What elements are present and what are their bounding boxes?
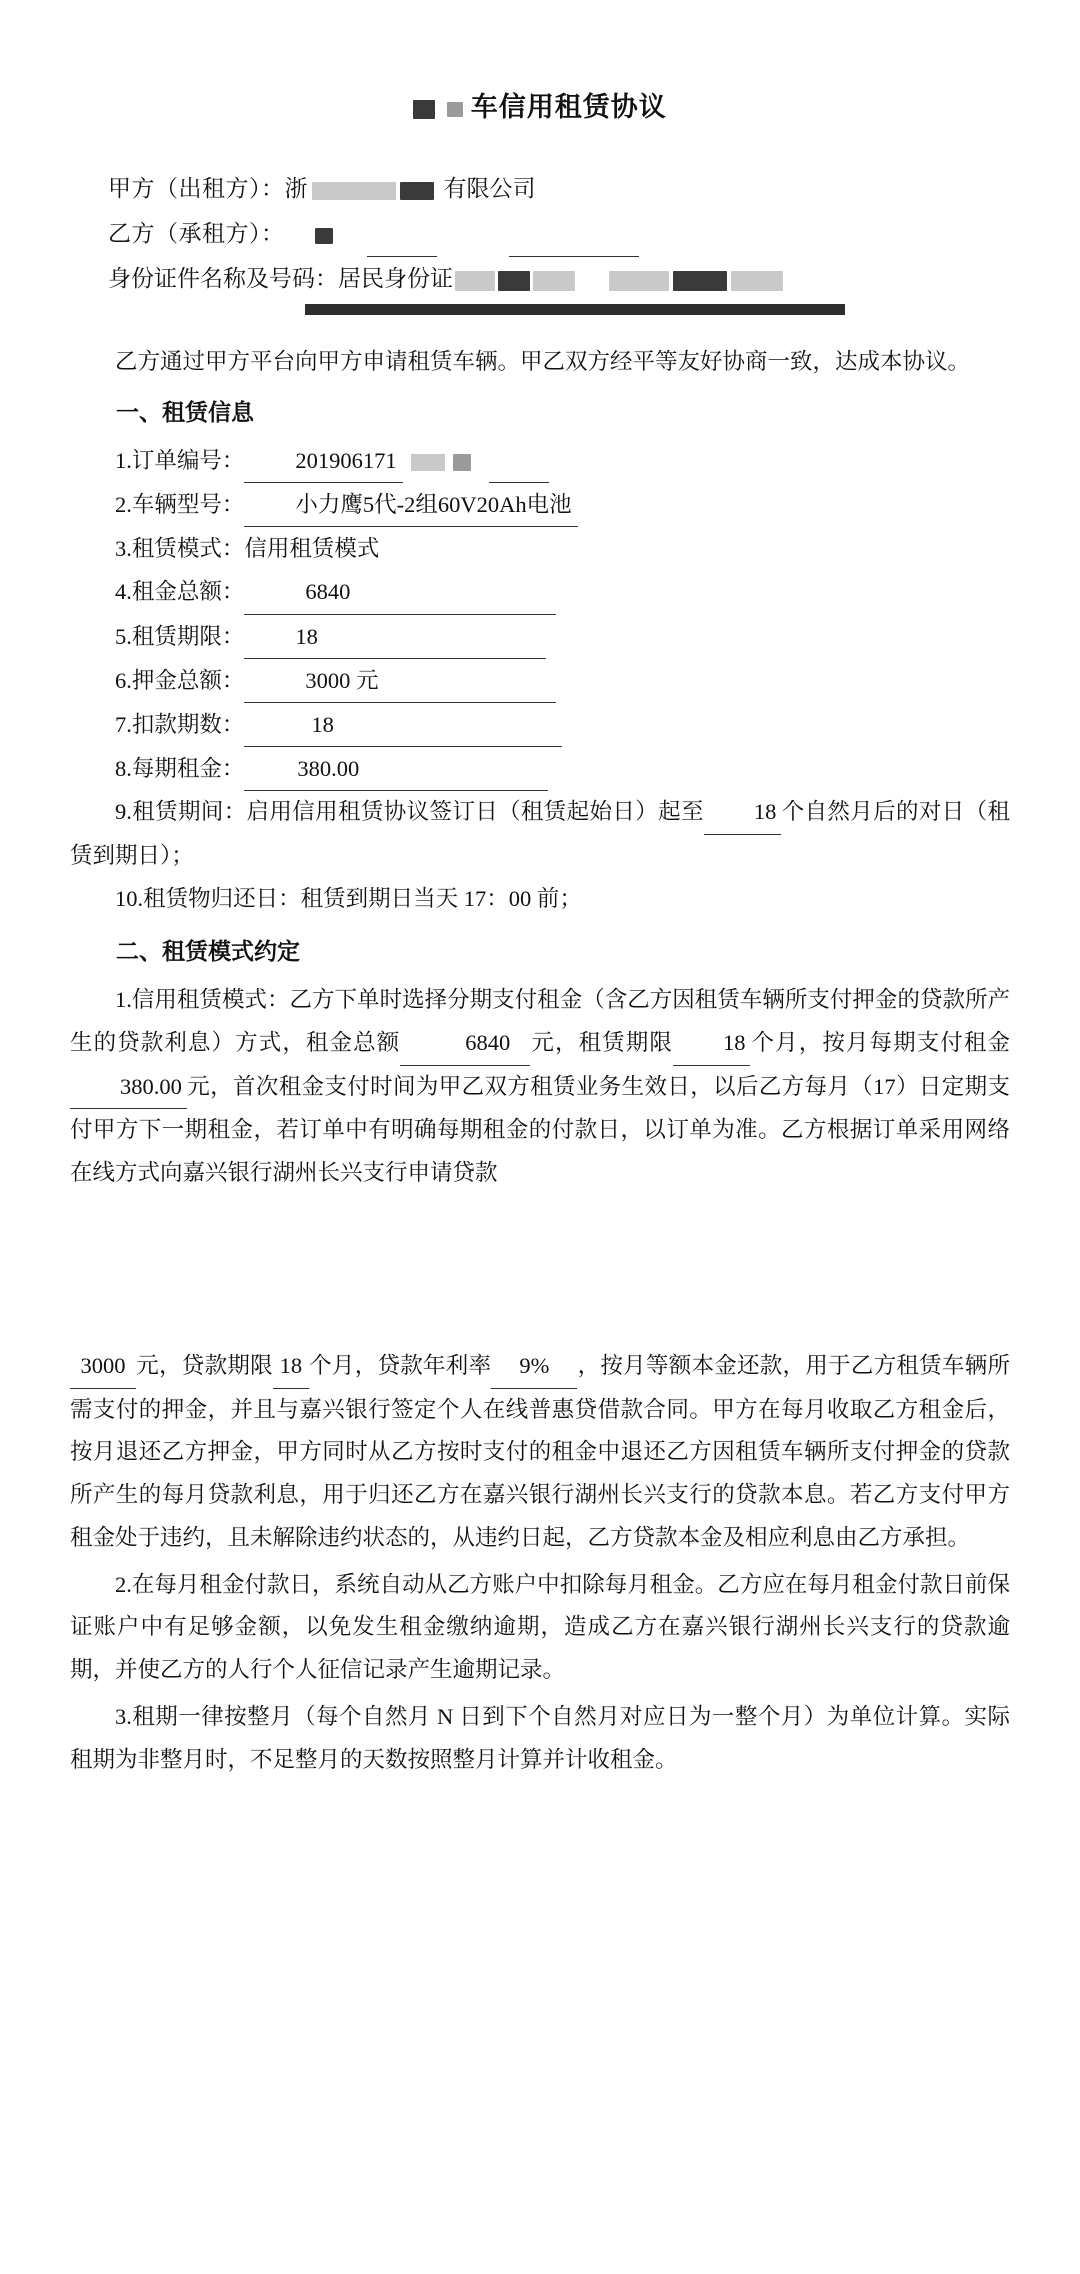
id-row — [108, 257, 1010, 302]
page-gap — [70, 1195, 1010, 1345]
clause-1-loan-term: 18 — [273, 1345, 309, 1389]
clause-1-total-rent: 6840 — [400, 1022, 530, 1066]
item-1-label: 订单编号： — [131, 447, 245, 473]
redaction-block-party-b-1 — [315, 228, 333, 244]
clause-3-text: 租期一律按整月（每个自然月 N 日到下个自然月对应日为一整个月）为单位计算。实际租期为非整月时，不足整月的天数按照整月计算并计收租金。 — [70, 1703, 1010, 1772]
item-9-text-after: 个自然月后的对日（租赁到期日）； — [70, 799, 1010, 869]
item-5-label: 租赁期限： — [131, 623, 245, 649]
list-item-vehicle-model — [70, 483, 1010, 527]
item-8-value: 380.00 — [244, 747, 548, 791]
redaction-block-id-4 — [609, 271, 669, 291]
item-10-no: 10. — [115, 885, 144, 911]
party-a-label: 甲方（出租方）： — [108, 176, 285, 202]
item-7-label: 扣款期数： — [131, 711, 245, 737]
item-8-label: 每期租金： — [131, 756, 245, 782]
list-item-deposit-total — [70, 659, 1010, 703]
clause-1-part1: 信用租赁模式：乙方下单时选择分期支付租金（含乙方因租赁车辆所支付押金的贷款所产生的贷款利息）方式，租金总额 — [70, 987, 1010, 1055]
clause-2 — [70, 1564, 1010, 1692]
redaction-block-id-5 — [673, 271, 727, 291]
list-item-order-no — [70, 439, 1010, 483]
item-9-text-before: 租赁期间：启用信用租赁协议签订日（租赁起始日）起至 — [131, 799, 704, 825]
item-4-no: 4. — [115, 579, 132, 605]
clause-credit-lease-part-a — [70, 979, 1010, 1195]
redaction-block-id-2 — [498, 271, 530, 291]
list-item-total-rent — [70, 570, 1010, 614]
redaction-block-title-1 — [413, 100, 435, 119]
party-b-blank-1 — [367, 234, 437, 257]
item-10-text: 租赁物归还日：租赁到期日当天 17：00 前； — [143, 885, 582, 911]
item-5-value: 18 — [244, 615, 546, 659]
list-item-lease-period — [70, 791, 1010, 878]
item-6-value: 3000 元 — [244, 659, 556, 703]
item-6-no: 6. — [115, 667, 132, 693]
clause-1-loan-amount: 3000 — [70, 1345, 136, 1389]
clause-1-part2: 元，租赁期限 — [530, 1029, 673, 1055]
redaction-block-title-2 — [447, 102, 463, 117]
redaction-block-id-1 — [455, 271, 495, 291]
item-3-label: 租赁模式： — [131, 536, 245, 562]
item-8-no: 8. — [115, 756, 132, 782]
clause-1-part4: 元，首次租金支付时间为甲乙双方租赁业务生效日，以后乙方每月（17 — [186, 1073, 896, 1099]
redaction-block-party-a-2 — [400, 182, 434, 200]
item-1-blank — [489, 460, 549, 483]
item-2-no: 2. — [115, 491, 132, 517]
redaction-block-id-6 — [731, 271, 783, 291]
title-text: 车信用租赁协议 — [470, 92, 667, 122]
redaction-block-id-3 — [533, 271, 575, 291]
item-9-no: 9. — [115, 799, 132, 825]
list-item-return-date — [70, 878, 1010, 921]
clause-1-per-period: 380.00 — [70, 1066, 187, 1110]
clause-1-part7: 个月，贷款年利率 — [308, 1352, 492, 1378]
clause-3 — [70, 1696, 1010, 1782]
item-4-value: 6840 — [244, 570, 556, 614]
item-6-label: 押金总额： — [131, 667, 245, 693]
clause-1-term-months: 18 — [673, 1022, 751, 1066]
intro-paragraph: 乙方通过甲方平台向甲方申请租赁车辆。甲乙双方经平等友好协商一致，达成本协议。 — [115, 348, 971, 374]
clause-1-no: 1. — [115, 987, 132, 1013]
item-1-no: 1. — [115, 447, 132, 473]
list-item-deduction-periods — [70, 703, 1010, 747]
clause-1-part5: ）日定期支付甲方下一期租金，若订单中有明确每期租金的付款日，以订单为准。乙方根据订单采用网络在线方式向嘉兴银行湖州长兴支行申请贷款 — [70, 1073, 1010, 1186]
clause-3-no: 3. — [115, 1703, 132, 1729]
item-3-value: 信用租赁模式 — [244, 536, 380, 562]
party-b-blank-2 — [509, 234, 639, 257]
item-9-months: 18 — [704, 791, 782, 835]
item-2-value: 小力鹰5代-2组60V20Ah电池 — [244, 483, 577, 527]
clause-2-text: 在每月租金付款日，系统自动从乙方账户中扣除每月租金。乙方应在每月租金付款日前保证账户中有足够金额，以免发生租金缴纳逾期，造成乙方在嘉兴银行湖州长兴支行的贷款逾期，并使乙方的人行个人征信记录产生逾期记录。 — [70, 1571, 1010, 1683]
item-5-no: 5. — [115, 623, 132, 649]
clause-credit-lease-part-b — [70, 1345, 1010, 1782]
party-a-prefix: 浙 — [284, 176, 308, 202]
clause-1-part6: 元，贷款期限 — [136, 1352, 273, 1378]
clause-1-loan-rate: 9% — [491, 1345, 577, 1389]
item-7-value: 18 — [244, 703, 562, 747]
redaction-bar-id-full — [305, 304, 845, 315]
item-7-no: 7. — [115, 711, 132, 737]
redaction-block-order-2 — [453, 454, 471, 471]
party-b-label: 乙方（承租方）： — [108, 220, 285, 246]
party-b-row — [108, 212, 1010, 257]
clause-1-part3: 个月，按月每期支付租金 — [750, 1029, 1010, 1055]
page-title — [70, 90, 1010, 125]
party-a-row — [108, 167, 1010, 212]
list-item-per-period-rent — [70, 747, 1010, 791]
item-3-no: 3. — [115, 536, 132, 562]
list-item-lease-term — [70, 615, 1010, 659]
section-two-heading: 二、租赁模式约定 — [116, 938, 300, 964]
redaction-block-order-1 — [411, 454, 445, 471]
item-2-label: 车辆型号： — [131, 491, 245, 517]
clause-2-no: 2. — [115, 1571, 132, 1597]
item-4-label: 租金总额： — [131, 579, 245, 605]
section-one-heading: 一、租赁信息 — [116, 400, 254, 426]
redaction-block-party-a-1 — [312, 182, 396, 200]
party-a-suffix: 有限公司 — [443, 176, 536, 202]
item-1-value: 201906171 — [244, 439, 402, 483]
clause-1-part8: ，按月等额本金还款，用于乙方租赁车辆所需支付的押金，并且与嘉兴银行签定个人在线普惠贷借款合同。甲方在每月收取乙方租金后，按月退还乙方押金，甲方同时从乙方按时支付的租金中退还乙方因租赁车辆所支付押金的贷款所产生的每月贷款利息，用于归还乙方在嘉兴银行湖州长兴支行的贷款本息。若乙方支付甲方租金处于违约，且未解除违约状态的，从违约日起，乙方贷款本金及相应利息由乙方承担。 — [70, 1352, 1010, 1550]
id-number-label: 身份证件名称及号码：居民身份证 — [108, 265, 453, 291]
list-item-lease-mode — [70, 527, 1010, 570]
clause-1-continued — [70, 1345, 1010, 1560]
